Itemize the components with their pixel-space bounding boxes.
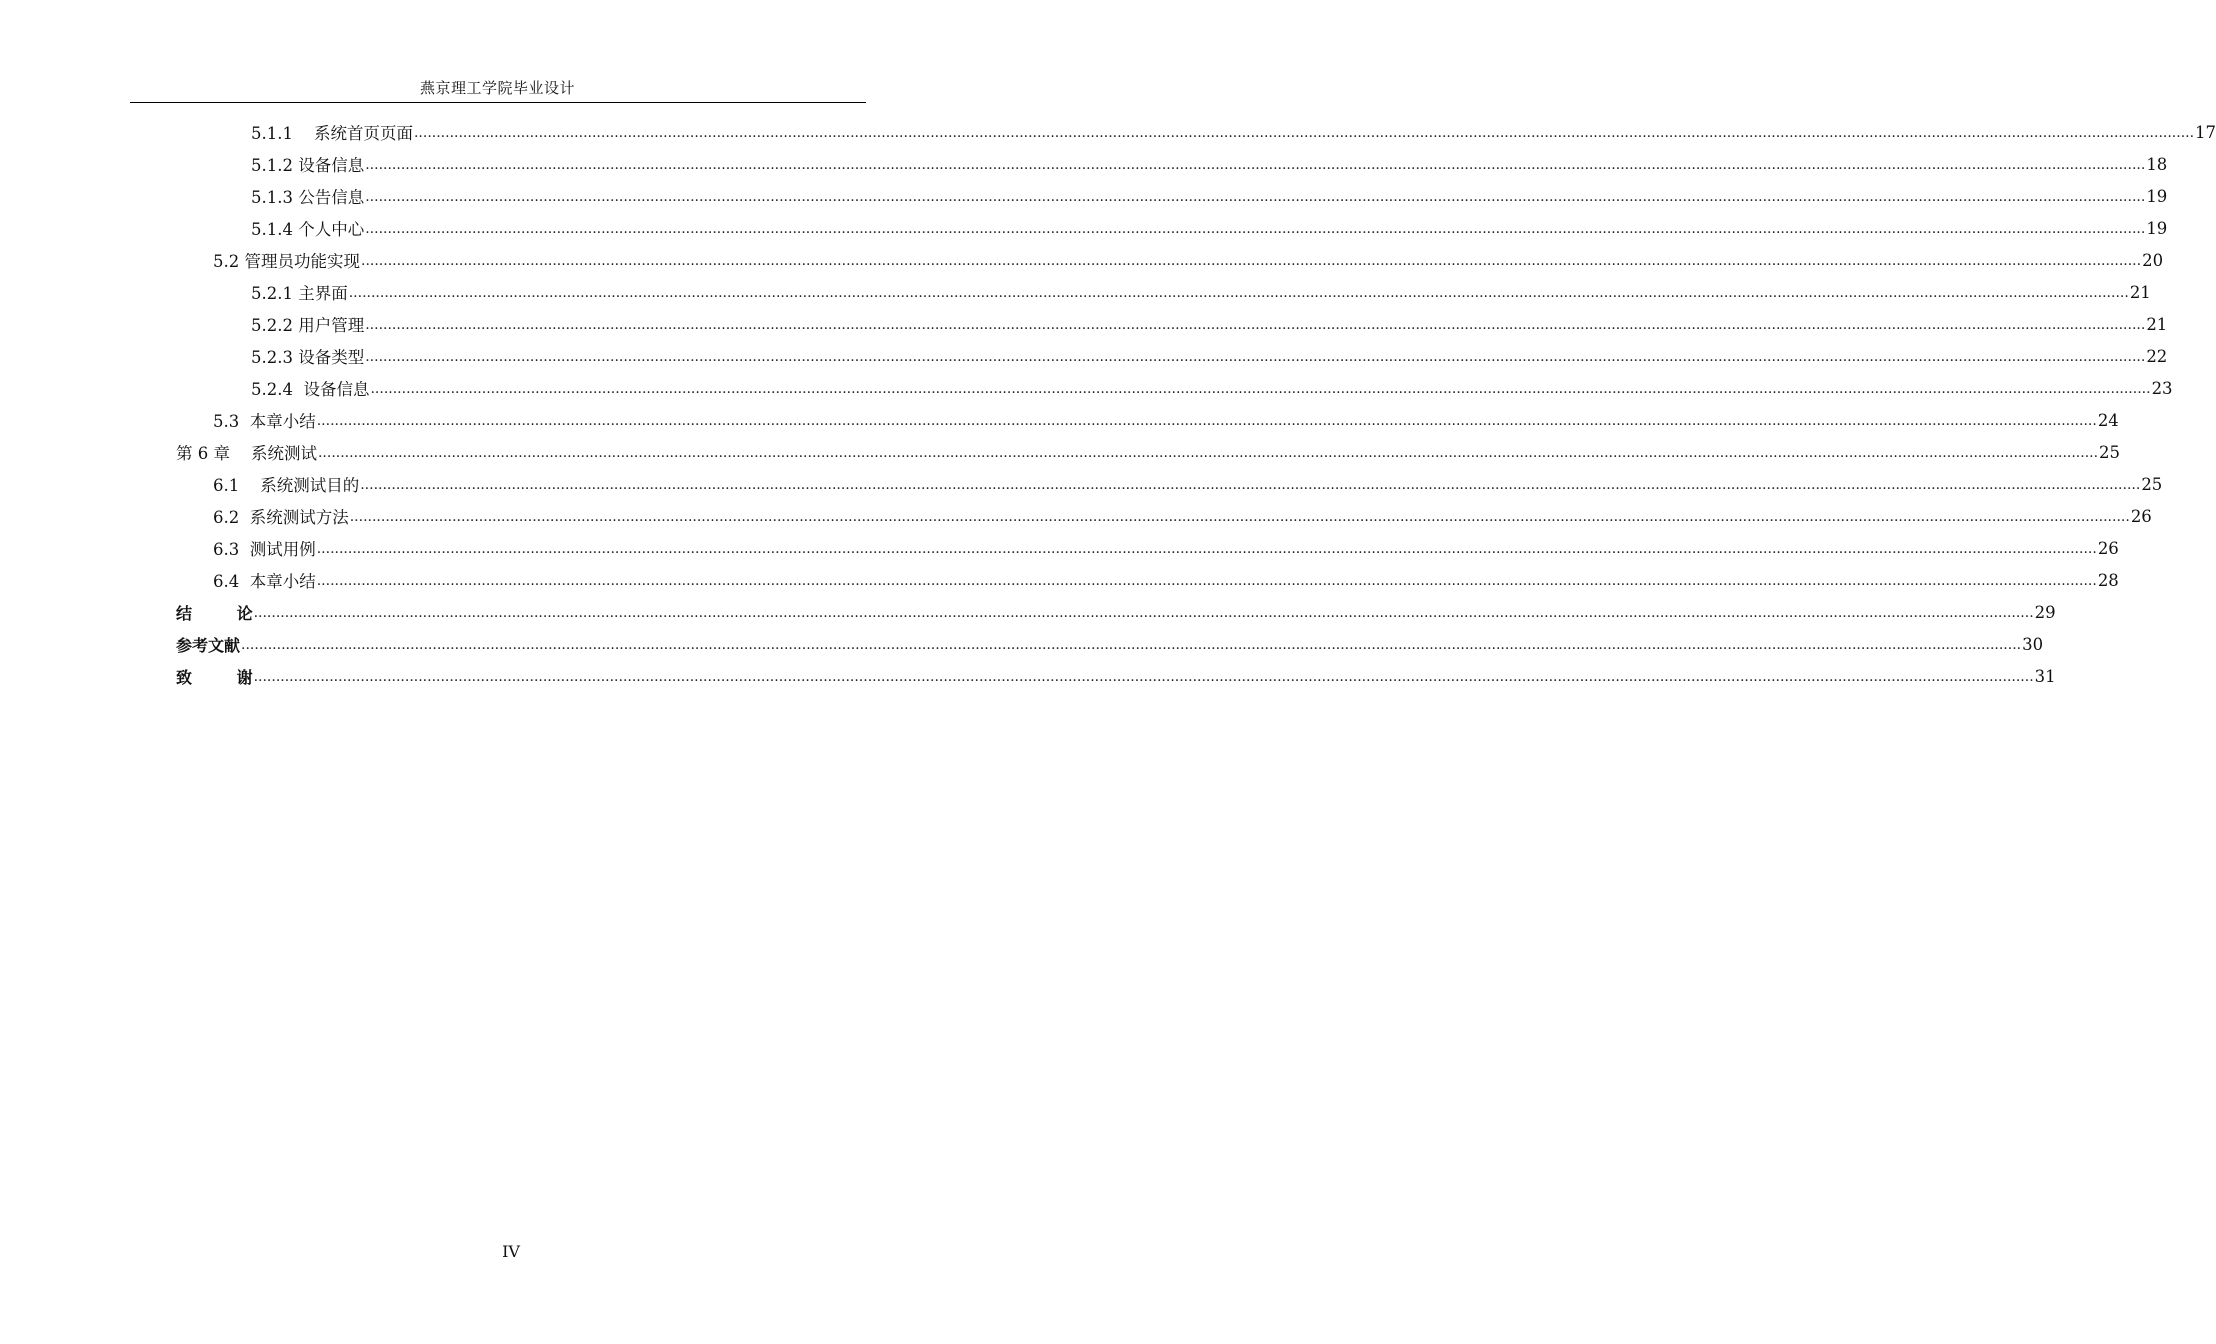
toc-dot-leader: ................................................................................................................................................................................................................................................................................................................................................................................................................ (316, 573, 2097, 589)
toc-entry[interactable] (0, 276, 2151, 308)
page-number-footer: IV (502, 1242, 520, 1261)
toc-entry-page-number: 20 (2142, 250, 2164, 270)
toc-entry-page-number: 19 (2146, 218, 2168, 238)
toc-dot-leader: ................................................................................................................................................................................................................................................................................................................................................................................................................ (349, 509, 2130, 525)
table-of-contents (0, 116, 2216, 692)
toc-entry-label: 5.2.3 设备类型 (251, 348, 365, 367)
toc-dot-leader: ................................................................................................................................................................................................................................................................................................................................................................................................................ (365, 221, 2146, 237)
toc-entry-page-number: 26 (2097, 538, 2119, 558)
toc-entry[interactable] (0, 244, 2164, 276)
toc-entry-label: 致 谢 (176, 667, 253, 687)
toc-entry-label: 5.2 管理员功能实现 (213, 252, 360, 271)
toc-entry[interactable] (0, 180, 2168, 212)
toc-entry[interactable] (0, 212, 2168, 244)
toc-dot-leader: ................................................................................................................................................................................................................................................................................................................................................................................................................ (316, 541, 2097, 557)
toc-entry-page-number: 18 (2146, 154, 2168, 174)
toc-entry-page-number: 21 (2146, 314, 2168, 334)
toc-entry-page-number: 30 (2022, 634, 2044, 654)
toc-dot-leader: ................................................................................................................................................................................................................................................................................................................................................................................................................ (241, 637, 2022, 653)
toc-entry-label: 6.3 测试用例 (213, 540, 316, 559)
toc-dot-leader: ................................................................................................................................................................................................................................................................................................................................................................................................................ (253, 605, 2034, 621)
toc-entry[interactable] (0, 308, 2168, 340)
toc-entry-label: 5.1.3 公告信息 (251, 188, 365, 207)
toc-dot-leader: ................................................................................................................................................................................................................................................................................................................................................................................................................ (370, 381, 2151, 397)
toc-entry[interactable] (0, 404, 2119, 436)
toc-entry[interactable] (0, 596, 2056, 628)
toc-dot-leader: ................................................................................................................................................................................................................................................................................................................................................................................................................ (365, 157, 2146, 173)
toc-entry-page-number: 29 (2034, 602, 2056, 622)
toc-entry-label: 5.1.1 系统首页页面 (251, 124, 413, 143)
toc-entry-page-number: 25 (2099, 442, 2121, 462)
toc-dot-leader: ................................................................................................................................................................................................................................................................................................................................................................................................................ (316, 413, 2097, 429)
toc-entry-page-number: 26 (2130, 506, 2152, 526)
toc-entry-page-number: 23 (2151, 378, 2173, 398)
toc-entry-label: 5.1.2 设备信息 (251, 156, 365, 175)
toc-entry-label: 5.2.1 主界面 (251, 284, 348, 303)
toc-entry-page-number: 19 (2146, 186, 2168, 206)
toc-entry-label: 5.1.4 个人中心 (251, 220, 365, 239)
toc-dot-leader: ................................................................................................................................................................................................................................................................................................................................................................................................................ (317, 445, 2099, 461)
toc-entry-label: 6.2 系统测试方法 (213, 508, 349, 527)
toc-entry-label: 5.3 本章小结 (213, 412, 316, 431)
toc-entry-label: 结 论 (176, 603, 253, 623)
toc-entry[interactable] (0, 628, 2044, 660)
toc-dot-leader: ................................................................................................................................................................................................................................................................................................................................................................................................................ (365, 317, 2146, 333)
toc-entry[interactable] (0, 372, 2173, 404)
toc-entry-label: 5.2.2 用户管理 (251, 316, 365, 335)
toc-entry-page-number: 28 (2097, 570, 2119, 590)
toc-entry-page-number: 17 (2195, 122, 2216, 142)
toc-entry[interactable] (0, 116, 2216, 148)
toc-dot-leader: ................................................................................................................................................................................................................................................................................................................................................................................................................ (253, 669, 2034, 685)
header-divider (130, 102, 866, 103)
toc-dot-leader: ................................................................................................................................................................................................................................................................................................................................................................................................................ (348, 285, 2129, 301)
toc-entry[interactable] (0, 436, 2121, 468)
toc-entry[interactable] (0, 660, 2056, 692)
toc-entry[interactable] (0, 148, 2168, 180)
toc-entry[interactable] (0, 532, 2119, 564)
toc-entry-label: 6.4 本章小结 (213, 572, 316, 591)
toc-entry-page-number: 22 (2146, 346, 2168, 366)
toc-entry-page-number: 24 (2097, 410, 2119, 430)
page-header-title: 燕京理工学院毕业设计 (419, 79, 575, 97)
toc-dot-leader: ................................................................................................................................................................................................................................................................................................................................................................................................................ (413, 125, 2195, 141)
toc-entry-label: 5.2.4 设备信息 (251, 380, 370, 399)
toc-entry-label: 6.1 系统测试目的 (213, 476, 360, 495)
toc-dot-leader: ................................................................................................................................................................................................................................................................................................................................................................................................................ (365, 349, 2146, 365)
toc-entry-page-number: 21 (2129, 282, 2151, 302)
toc-entry-label: 第 6 章 系统测试 (176, 444, 317, 463)
toc-entry-page-number: 31 (2034, 666, 2056, 686)
toc-entry-label: 参考文献 (176, 635, 241, 655)
toc-entry-page-number: 25 (2141, 474, 2163, 494)
toc-entry[interactable] (0, 564, 2119, 596)
toc-entry[interactable] (0, 468, 2163, 500)
toc-entry[interactable] (0, 500, 2152, 532)
toc-dot-leader: ................................................................................................................................................................................................................................................................................................................................................................................................................ (361, 253, 2142, 269)
toc-dot-leader: ................................................................................................................................................................................................................................................................................................................................................................................................................ (365, 189, 2146, 205)
toc-dot-leader: ................................................................................................................................................................................................................................................................................................................................................................................................................ (360, 477, 2141, 493)
toc-entry[interactable] (0, 340, 2168, 372)
